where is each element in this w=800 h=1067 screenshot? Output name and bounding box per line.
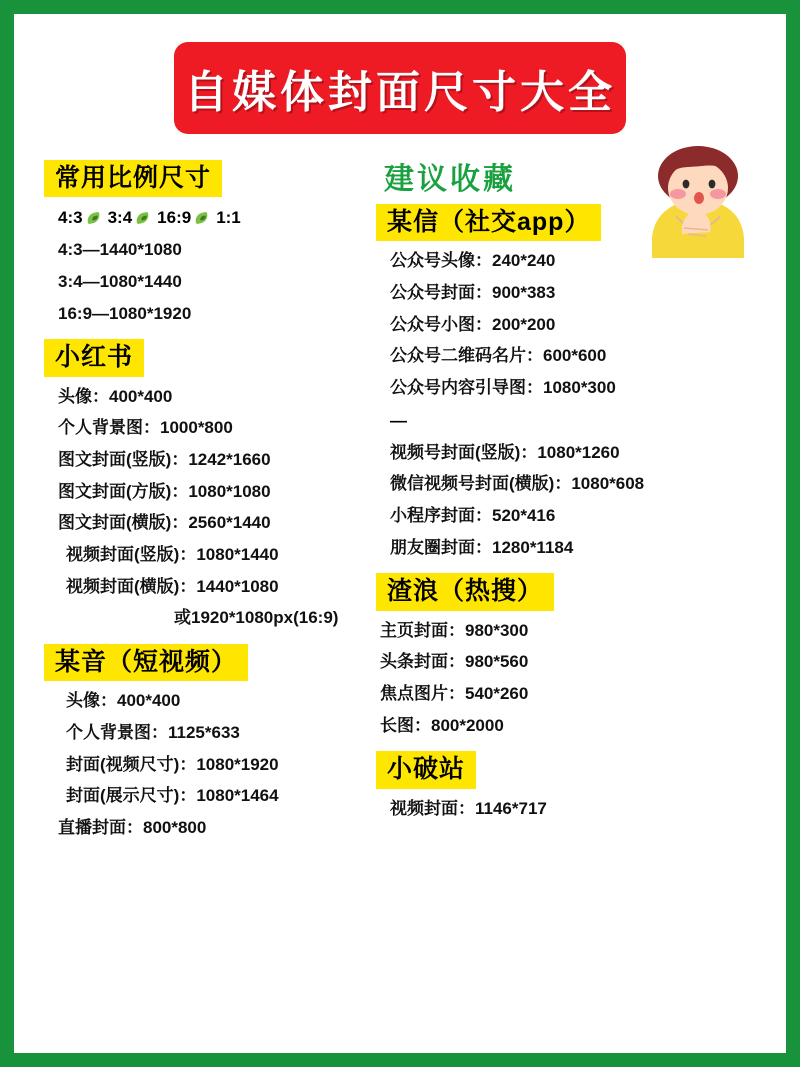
item-label: 直播封面： [58,818,143,838]
list-item: 4:3—1440*1080 [58,240,182,260]
item-label: 小程序封面： [390,506,492,526]
title-banner [174,42,626,134]
section-rows [376,800,760,819]
list-item [44,546,370,565]
separator-dash: — [390,410,407,430]
list-item [44,724,370,743]
item-value: 800*800 [143,818,207,838]
ratio-value: 1:1 [216,208,241,228]
item-label: 公众号封面： [390,282,492,302]
list-item [376,622,760,641]
section-heading: 常用比例尺寸 [44,160,222,197]
item-value: 1080*1464 [196,786,279,806]
list-item [44,483,370,502]
item-label: 头条封面： [380,652,465,672]
item-value: 1146*717 [475,798,547,818]
item-label: 视频号封面(竖版)： [390,442,538,462]
item-label: 焦点图片： [380,684,465,704]
section-heading: 某音（短视频） [44,644,248,681]
item-label: 个人背景图： [58,418,160,438]
section-douyin [44,644,370,838]
leaf-icon [87,212,104,225]
item-value: 600*600 [543,346,607,366]
item-value: 900*383 [492,282,556,302]
list-item [376,475,760,494]
item-value: 520*416 [492,506,556,526]
list-item [376,685,760,704]
item-label: 主页封面： [380,620,465,640]
cartoon-girl-illustration [632,142,758,258]
list-item: 16:9—1080*1920 [58,303,192,323]
list-item [376,653,760,672]
item-value: 1440*1080 [196,576,279,596]
item-label: 封面(视频尺寸)： [66,754,197,774]
item-value: 1080*1080 [188,481,271,501]
item-label: 图文封面(横版)： [58,513,189,533]
item-label: 视频封面(竖版)： [66,545,197,564]
item-label: 长图： [380,715,431,735]
item-value: 200*200 [492,314,556,334]
ratio-list [44,208,370,228]
item-label: 视频封面： [390,798,475,818]
item-value: 1000*800 [160,418,233,438]
list-item [376,507,760,526]
list-item [376,444,760,463]
item-value: 1125*633 [168,723,240,742]
section-xiaohongshu [44,339,370,628]
item-value: 400*400 [109,386,173,406]
list-item [376,284,760,303]
item-label: 公众号头像： [390,251,492,271]
right-column [370,160,760,854]
leaf-icon [195,212,212,225]
section-heading: 小红书 [44,339,144,376]
item-label: 公众号内容引导图： [390,378,543,397]
section-rows [376,252,760,557]
item-label: 公众号小图： [390,314,492,334]
item-value: 400*400 [117,691,181,711]
item-label: 图文封面(方版)： [58,481,189,501]
ratio-value: 3:4 [107,208,133,228]
item-value: 800*2000 [431,715,504,735]
item-value: 980*300 [465,620,529,640]
section-weibo [376,573,760,735]
section-heading: 小破站 [376,751,476,788]
section-bilibili [376,751,760,818]
poster-inner [14,14,786,1053]
list-item-note: 或1920*1080px(16:9) [174,608,339,628]
item-value: 2560*1440 [188,513,271,533]
list-item [376,800,760,819]
item-value: 1080*1440 [196,545,279,564]
list-item [44,578,370,597]
list-item [44,451,370,470]
content-columns [40,160,760,854]
item-label: 视频封面(横版)： [66,576,197,596]
list-item [376,316,760,335]
list-item: 3:4—1080*1440 [58,271,182,291]
item-value: 240*240 [492,251,556,271]
item-value: 1080*300 [543,378,616,397]
item-value: 1080*1260 [537,442,620,462]
section-rows [376,622,760,736]
item-value: 980*560 [465,652,529,672]
leaf-icon [136,212,153,225]
item-label: 微信视频号封面(横版)： [390,474,572,494]
item-label: 公众号二维码名片： [390,346,543,366]
list-item [44,419,370,438]
item-label: 头像： [66,691,117,711]
item-value: 1280*1184 [492,537,574,557]
list-item [44,819,370,838]
list-item [44,514,370,533]
ratio-value: 4:3 [58,208,83,228]
ratio-value: 16:9 [157,208,192,228]
list-item [376,539,760,558]
list-item [376,379,760,398]
item-label: 封面(展示尺寸)： [66,786,197,806]
suggest-collect-note: 建议收藏 [384,163,516,196]
list-item [44,787,370,806]
item-label: 头像： [58,386,109,406]
item-value: 1080*1920 [196,754,279,774]
left-column [40,160,370,854]
list-item [44,756,370,775]
section-heading: 某信（社交app） [376,204,601,241]
item-value: 1080*608 [571,474,645,494]
section-rows [44,692,370,837]
section-common-ratios [44,160,370,323]
list-item [376,347,760,366]
item-label: 图文封面(竖版)： [58,449,189,469]
page-title: 自媒体封面尺寸大全 [184,68,616,117]
section-rows [44,208,370,323]
item-value: 1242*1660 [188,449,271,469]
list-item [376,717,760,736]
item-value: 540*260 [465,684,529,704]
item-label: 朋友圈封面： [390,537,492,557]
section-heading: 渣浪（热搜） [376,573,554,610]
list-item [44,692,370,711]
item-label: 个人背景图： [66,723,168,742]
section-rows [44,388,370,629]
list-item [44,388,370,407]
